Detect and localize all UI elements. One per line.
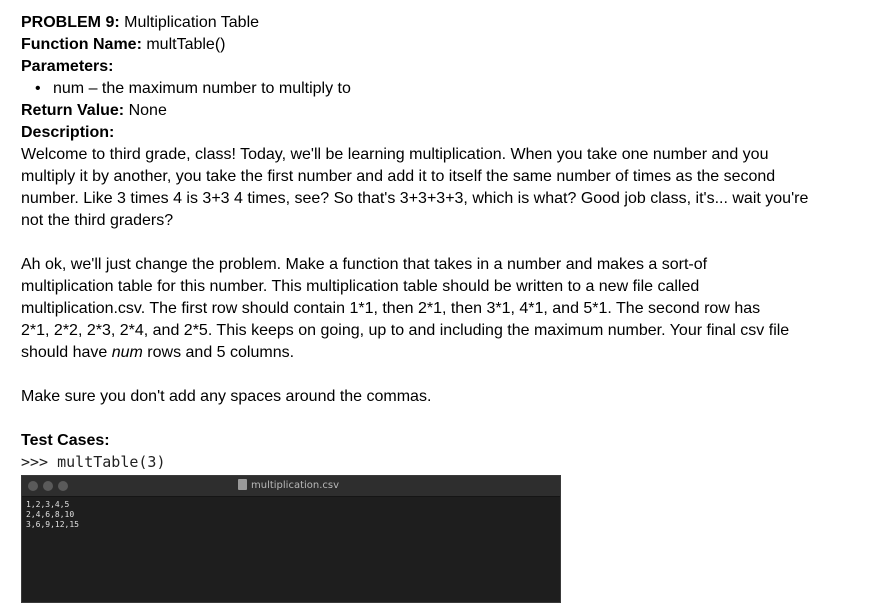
- function-name-label: Function Name:: [21, 36, 142, 53]
- close-window-button[interactable]: [28, 481, 38, 491]
- return-value-row: [21, 100, 851, 122]
- csv-row: 2,4,6,8,10: [26, 510, 75, 519]
- csv-row: 1,2,3,4,5: [26, 500, 70, 509]
- problem-label: PROBLEM 9:: [21, 14, 120, 31]
- test-command: >>> multTable(3): [21, 453, 166, 471]
- csv-file-icon: [238, 479, 247, 490]
- bullet-icon: •: [35, 80, 41, 97]
- problem-document: [21, 12, 851, 472]
- function-name-row: [21, 34, 851, 56]
- paragraph-gap: [21, 364, 851, 386]
- paragraph-line: number. Like 3 times 4 is 3+3 4 times, see? So that's 3+3+3+3, which is what? Good job class, it's... wait you're: [21, 190, 809, 207]
- parameters-label: Parameters:: [21, 58, 114, 75]
- paragraph-line: Welcome to third grade, class! Today, we'll be learning multiplication. When you take one number and you: [21, 146, 769, 163]
- zoom-window-button[interactable]: [58, 481, 68, 491]
- paragraph-gap: [21, 408, 851, 430]
- csv-file-window: [21, 475, 561, 603]
- test-cases-label: Test Cases:: [21, 432, 110, 449]
- description-paragraph-3: Make sure you don't add any spaces around the commas.: [21, 388, 432, 405]
- paragraph-line: [21, 342, 851, 364]
- csv-row: 3,6,9,12,15: [26, 520, 79, 529]
- description-label: Description:: [21, 124, 115, 141]
- description-paragraph-2: [21, 254, 851, 364]
- paragraph-text: rows and 5 columns.: [142, 344, 295, 361]
- num-italic: num: [111, 344, 143, 361]
- csv-contents: [22, 497, 560, 530]
- parameter-text: num – the maximum number to multiply to: [53, 80, 351, 97]
- paragraph-line: not the third graders?: [21, 212, 174, 229]
- description-paragraph-1: [21, 144, 851, 232]
- return-value-label: Return Value:: [21, 102, 125, 119]
- paragraph-line: multiplication table for this number. This multiplication table should be written to a new file called: [21, 278, 700, 295]
- window-title-text: multiplication.csv: [251, 480, 340, 491]
- paragraph-text: should have: [21, 344, 112, 361]
- paragraph-line: Ah ok, we'll just change the problem. Make a function that takes in a number and makes a sort-of: [21, 256, 708, 273]
- parameter-item: [21, 78, 851, 100]
- window-titlebar[interactable]: [22, 476, 560, 497]
- return-value-value: None: [128, 102, 167, 119]
- function-name-value: multTable(): [146, 36, 226, 53]
- paragraph-gap: [21, 232, 851, 254]
- problem-title: Multiplication Table: [124, 14, 260, 31]
- paragraph-line: multiplication.csv. The first row should contain 1*1, then 2*1, then 3*1, 4*1, and 5*1. The second row has: [21, 300, 761, 317]
- problem-heading: [21, 12, 851, 34]
- paragraph-line: 2*1, 2*2, 2*3, 2*4, and 2*5. This keeps on going, up to and including the maximum number. Your final csv file: [21, 322, 790, 339]
- window-title: [238, 479, 339, 493]
- minimize-window-button[interactable]: [43, 481, 53, 491]
- paragraph-line: multiply it by another, you take the first number and add it to itself the same number of times as the second: [21, 168, 776, 185]
